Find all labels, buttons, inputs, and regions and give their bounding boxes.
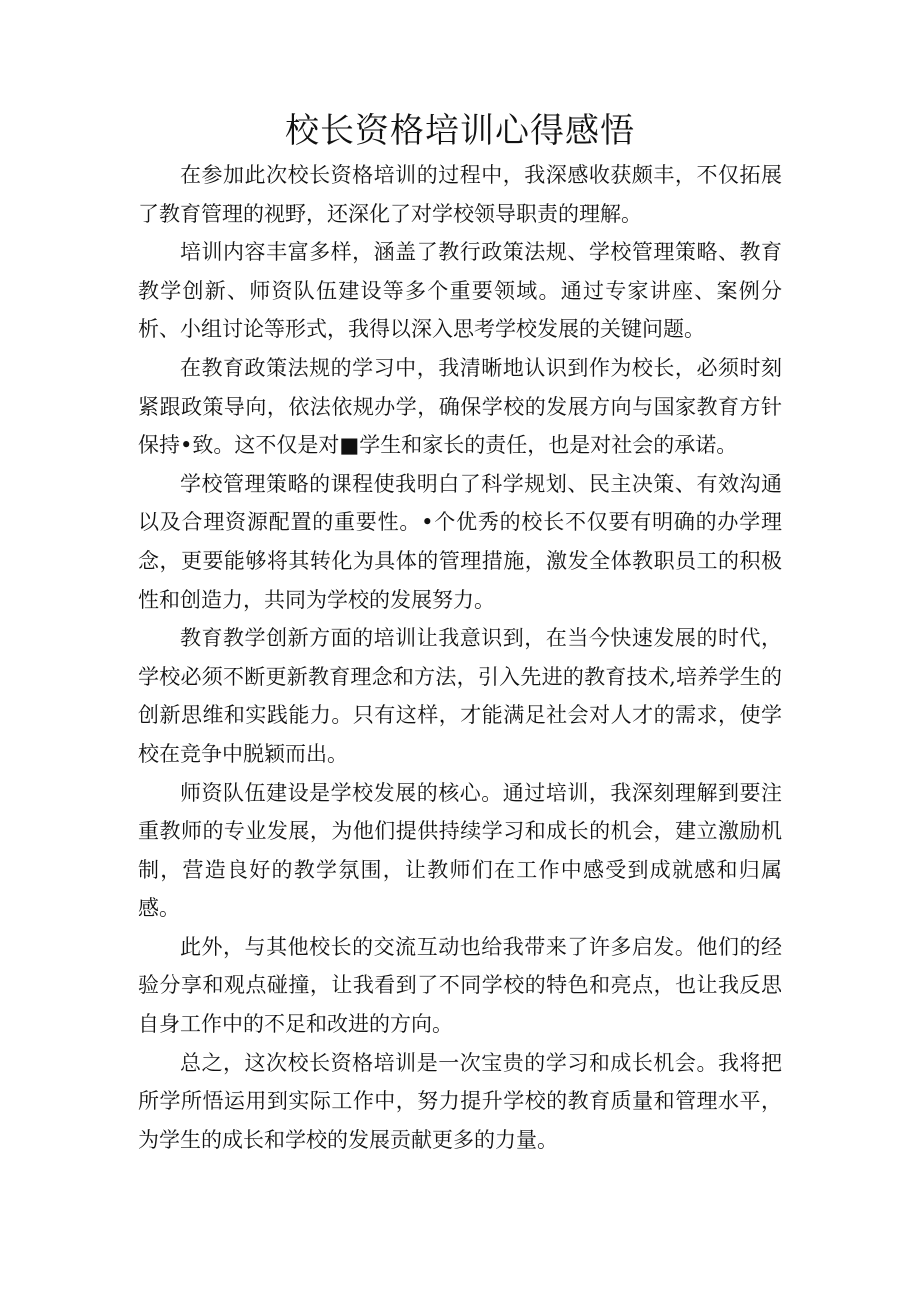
paragraph: 培训内容丰富多样，涵盖了教行政策法规、学校管理策略、教育教学创新、师资队伍建设等多个重要领域。通过专家讲座、案例分析、小组讨论等形式，我得以深入思考学校发展的关键问题。 bbox=[138, 240, 782, 342]
paragraph: 总之，这次校长资格培训是一次宝贵的学习和成长机会。我将把所学所悟运用到实际工作中，努力提升学校的教育质量和管理水平，为学生的成长和学校的发展贡献更多的力量。 bbox=[138, 1050, 782, 1152]
paragraph: 师资队伍建设是学校发展的核心。通过培训，我深刻理解到要注重教师的专业发展，为他们提供持续学习和成长的机会，建立激励机制，营造良好的教学氛围，让教师们在工作中感受到成就感和归属感。 bbox=[138, 780, 782, 921]
document-body bbox=[138, 156, 782, 1159]
paragraph: 在参加此次校长资格培训的过程中，我深感收获颇丰，不仅拓展了教育管理的视野，还深化了对学校领导职责的理解。 bbox=[138, 163, 782, 226]
document-title: 校长资格培训心得感悟 bbox=[285, 111, 635, 151]
paragraph: 此外，与其他校长的交流互动也给我带来了许多启发。他们的经验分享和观点碰撞，让我看到了不同学校的特色和亮点，也让我反思自身工作中的不足和改进的方向。 bbox=[138, 934, 782, 1037]
paragraph: 教育教学创新方面的培训让我意识到，在当今快速发展的时代，学校必须不断更新教育理念和方法，引入先进的教育技术,培养学生的创新思维和实践能力。只有这样，才能满足社会对人才的需求，使学校在竞争中脱颖而出。 bbox=[138, 626, 782, 766]
paragraph: 在教育政策法规的学习中，我清晰地认识到作为校长，必须时刻紧跟政策导向，依法依规办学，确保学校的发展方向与国家教育方针保持•致。这不仅是对■学生和家长的责任，也是对社会的承诺。 bbox=[138, 355, 782, 458]
paragraph: 学校管理策略的课程使我明白了科学规划、民主决策、有效沟通以及合理资源配置的重要性。•个优秀的校长不仅要有明确的办学理念，更要能够将其转化为具体的管理措施，激发全体教职员工的积极性和创造力，共同为学校的发展努力。 bbox=[138, 471, 782, 612]
